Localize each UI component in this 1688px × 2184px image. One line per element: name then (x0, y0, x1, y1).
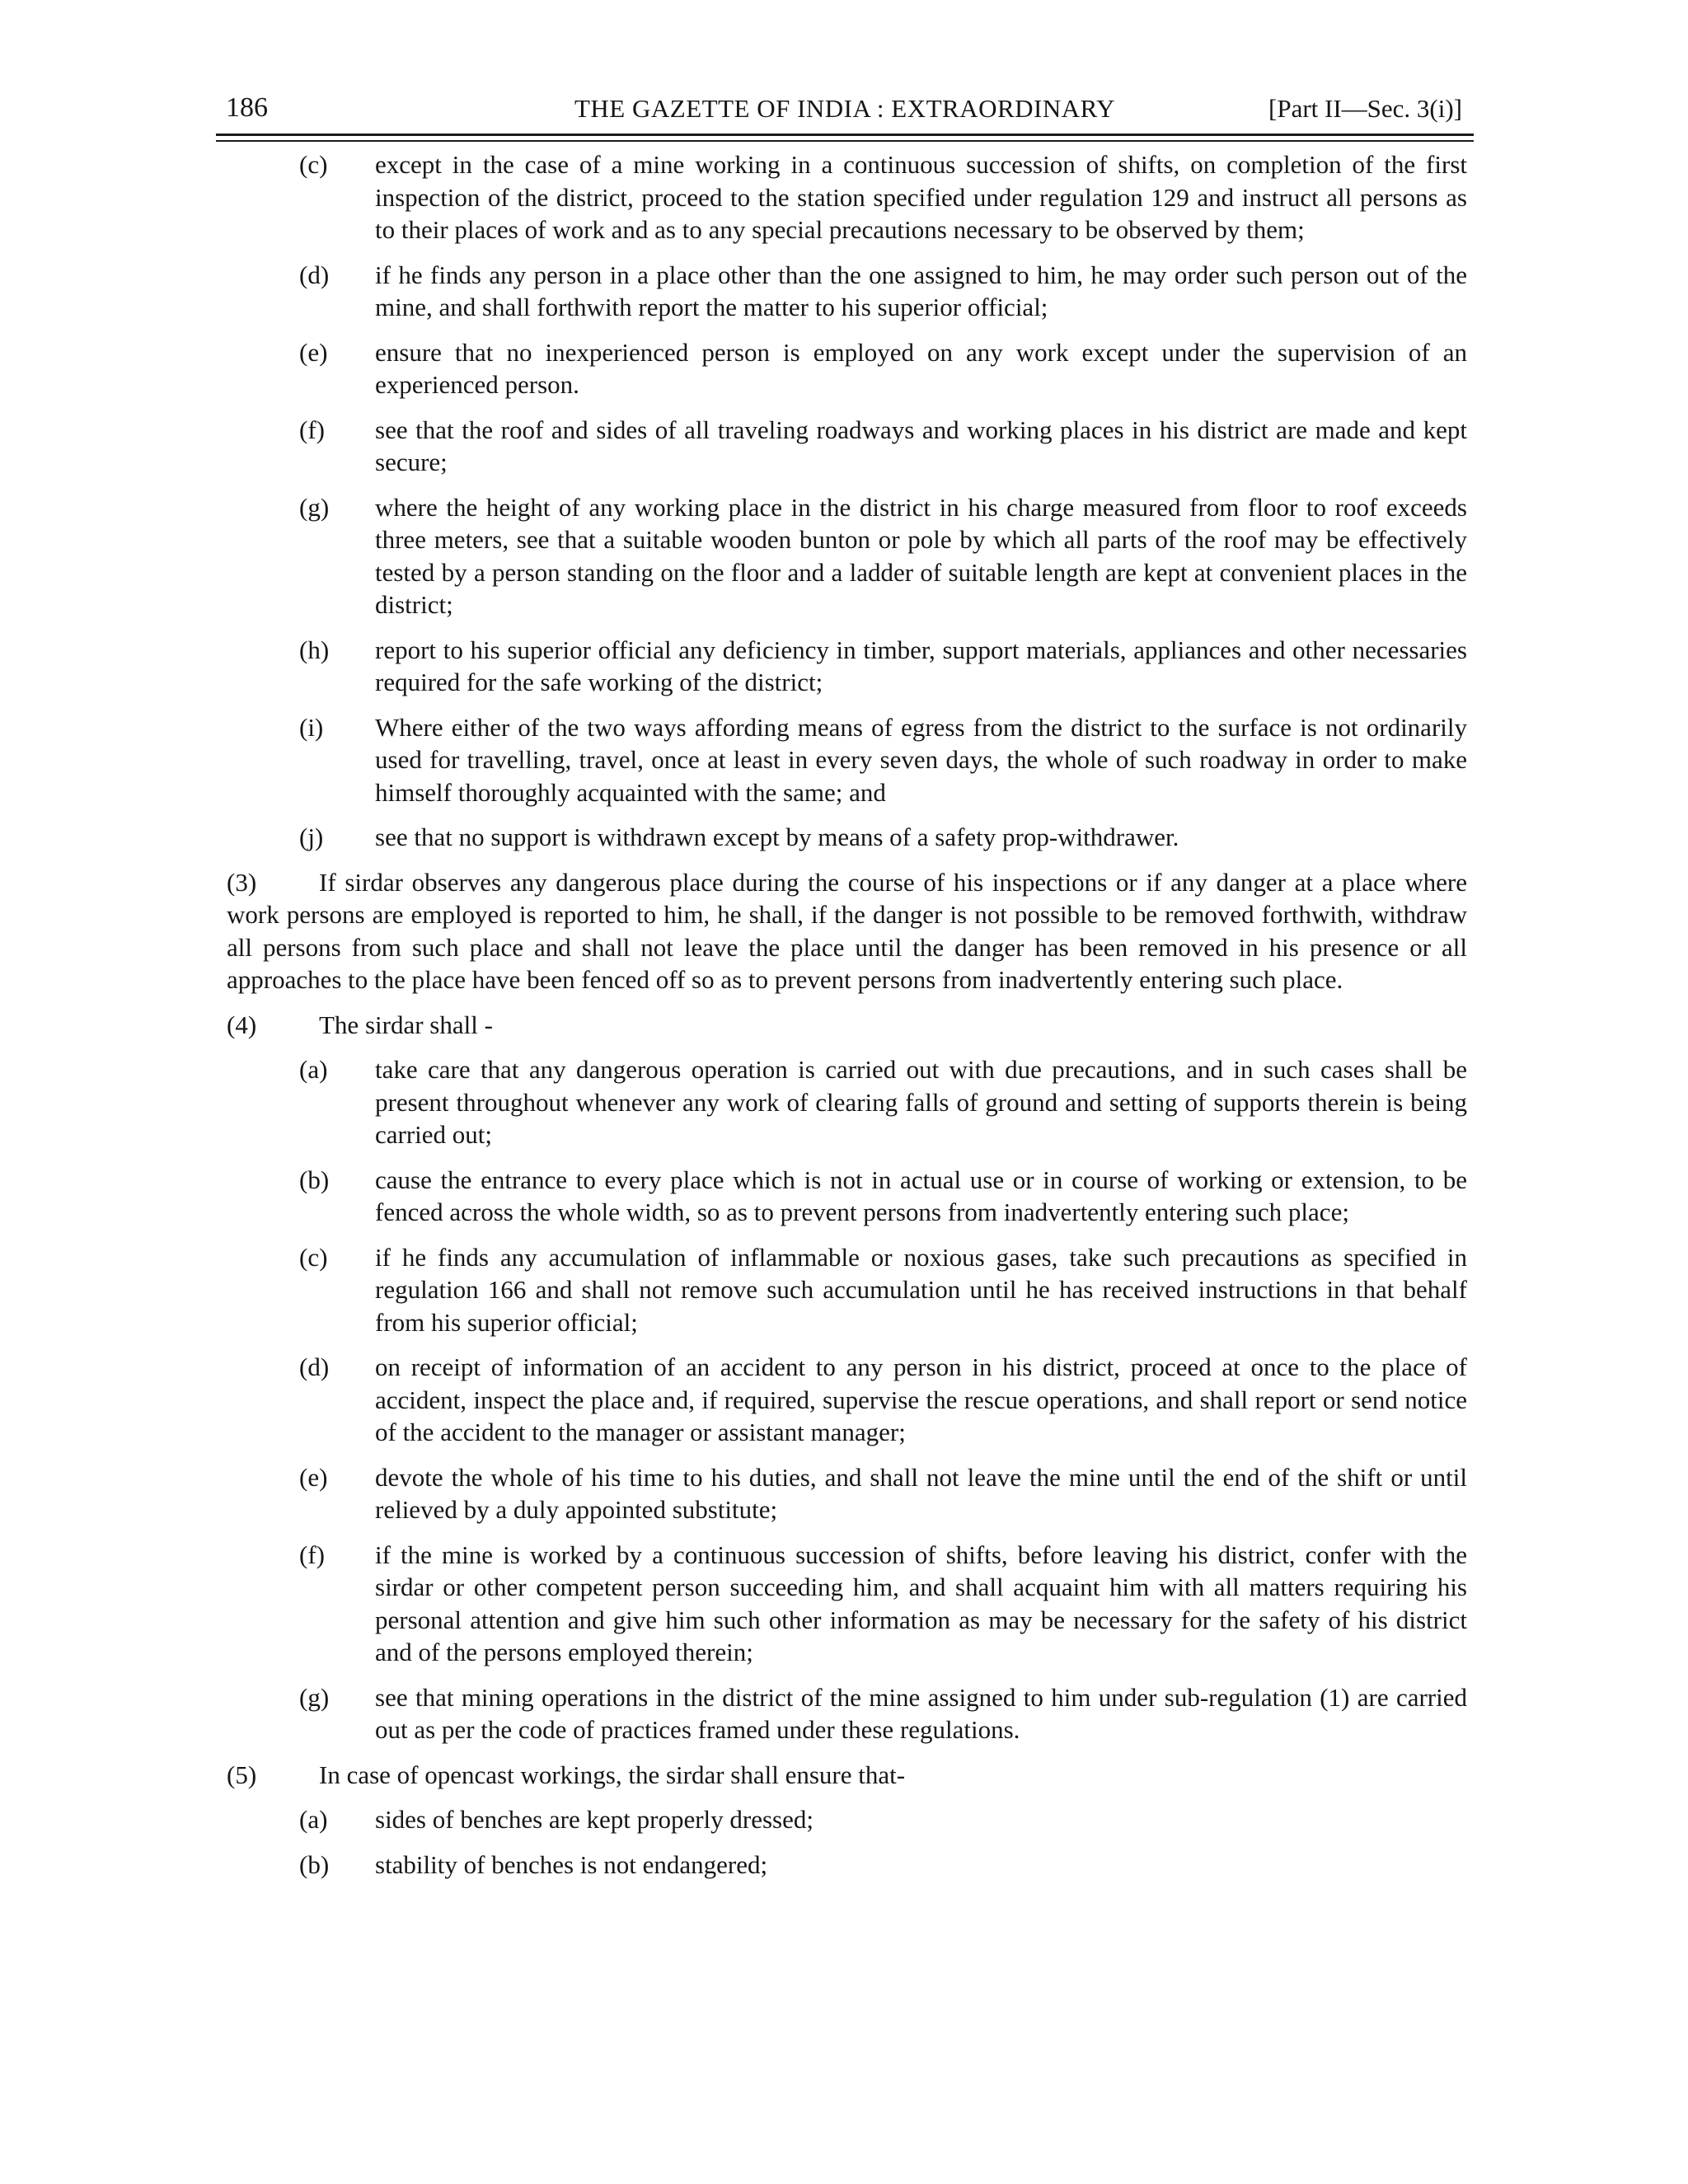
clause-item (227, 148, 1467, 246)
clause-text: take care that any dangerous operation is carried out with due precautions, and in such cases shall be present throughout whenever any work of clearing falls of ground and setting of supports therein is being carried out; (375, 1055, 1467, 1149)
clause-text: if he finds any accumulation of inflammable or noxious gases, take such precautions as specified in regulation 166 and shall not remove such accumulation until he has received instructions in that behalf from his superior official; (375, 1242, 1467, 1337)
clause-label: (h) (299, 635, 330, 664)
clause-text: Where either of the two ways affording means of egress from the district to the surface is not ordinarily used for travelling, travel, once at least in every seven days, the whole of such roadway in order to make himself thoroughly acquainted with the same; and (375, 712, 1467, 807)
clause-label: (f) (299, 415, 325, 444)
clause-item (227, 1539, 1467, 1669)
clause-label: (e) (299, 337, 328, 367)
clause-text: see that no support is withdrawn except by means of a safety prop-withdrawer. (375, 823, 1179, 851)
clause-item (227, 1461, 1467, 1526)
clause-text: ensure that no inexperienced person is employed on any work except under the supervision of an experienced person. (375, 337, 1467, 399)
clause-label: (e) (299, 1462, 328, 1492)
sub-regulation-label: (4) (227, 1010, 257, 1039)
clause-label: (i) (299, 712, 324, 742)
clause-item (227, 1803, 1467, 1836)
clause-label: (d) (299, 1352, 330, 1381)
clause-label: (j) (299, 823, 324, 851)
sub-regulation-label: (5) (227, 1760, 257, 1789)
clause-label: (g) (299, 492, 330, 522)
top-clause-list (227, 148, 1467, 854)
clause-item (227, 491, 1467, 621)
part-section: [Part II—Sec. 3(i)] (1268, 94, 1462, 123)
clause-label: (f) (299, 1540, 325, 1569)
sub-regulation-text: The sirdar shall - (319, 1010, 493, 1039)
clause-item (227, 1053, 1467, 1151)
clause-item (227, 1351, 1467, 1449)
clause-text: if the mine is worked by a continuous succession of shifts, before leaving his district, confer with the sirdar or other competent person succeeding him, and shall acquaint him with all matters requiring his personal attention and give him such other information as may be necessary for the safety of his district and of the persons employed therein; (375, 1540, 1467, 1666)
clause-text: except in the case of a mine working in a continuous succession of shifts, on completion of the first inspection of the district, proceed to the station specified under regulation 129 and instruct all persons as to their places of work and as to any special precautions necessary to be observed by them; (375, 150, 1467, 244)
clause-label: (c) (299, 150, 328, 179)
clause-item (227, 336, 1467, 401)
clause-label: (a) (299, 1805, 328, 1834)
clause-label: (b) (299, 1165, 330, 1194)
header-rule-thick (216, 134, 1474, 136)
header-rule-thin (216, 140, 1474, 142)
clause-item (227, 821, 1467, 854)
clause-item (227, 1849, 1467, 1882)
clause-label: (b) (299, 1849, 330, 1879)
sub-regulation-text: In case of opencast workings, the sirdar shall ensure that- (319, 1760, 906, 1789)
clause-text: report to his superior official any deficiency in timber, support materials, appliances and other necessaries required for the safe working of the district; (375, 635, 1467, 696)
clause-text: sides of benches are kept properly dressed; (375, 1805, 814, 1834)
clause-list-4 (227, 1053, 1467, 1746)
sub-regulation-label: (3) (227, 867, 257, 897)
sub-regulation-text: If sirdar observes any dangerous place during the course of his inspections or if any danger at a place where work persons are employed is reported to him, he shall, if the danger is not possible to be removed forthwith, withdraw all persons from such place and shall not leave the place until the danger has been removed in his presence or all approaches to the place have been fenced off so as to prevent persons from inadvertently entering such place. (227, 867, 1467, 994)
clause-text: on receipt of information of an accident to any person in his district, proceed at once to the place of accident, inspect the place and, if required, supervise the rescue operations, and shall report or send notice of the accident to the manager or assistant manager; (375, 1352, 1467, 1446)
clause-item (227, 1681, 1467, 1746)
clause-item (227, 711, 1467, 809)
page-header (216, 92, 1474, 134)
page-number: 186 (226, 92, 268, 123)
clause-label: (c) (299, 1242, 328, 1272)
clause-text: devote the whole of his time to his duties, and shall not leave the mine until the end of the shift or until relieved by a duly appointed substitute; (375, 1462, 1467, 1524)
clause-item (227, 1241, 1467, 1339)
sub-regulation-3 (227, 866, 1467, 996)
gazette-title: THE GAZETTE OF INDIA : EXTRAORDINARY (574, 94, 1116, 123)
clause-text: where the height of any working place in the district in his charge measured from floor to roof exceeds three meters, see that a suitable wooden bunton or pole by which all parts of the roof may be effectively tested by a person standing on the floor and a ladder of suitable length are kept at convenient places in the district; (375, 492, 1467, 619)
clause-item (227, 259, 1467, 324)
sub-regulation-4 (227, 1009, 1467, 1042)
clause-item (227, 414, 1467, 479)
clause-label: (a) (299, 1055, 328, 1084)
clause-list-5 (227, 1803, 1467, 1881)
clause-text: stability of benches is not endangered; (375, 1849, 768, 1879)
clause-label: (g) (299, 1682, 330, 1712)
clause-text: see that the roof and sides of all traveling roadways and working places in his district are made and kept secure; (375, 415, 1467, 476)
clause-text: see that mining operations in the district of the mine assigned to him under sub-regulation (1) are carried out as per the code of practices framed under these regulations. (375, 1682, 1467, 1744)
clause-label: (d) (299, 260, 330, 289)
clause-text: cause the entrance to every place which is not in actual use or in course of working or extension, to be fenced across the whole width, so as to prevent persons from inadvertently entering such place; (375, 1165, 1467, 1226)
clause-text: if he finds any person in a place other than the one assigned to him, he may order such person out of the mine, and shall forthwith report the matter to his superior official; (375, 260, 1467, 321)
clause-item (227, 634, 1467, 699)
sub-regulation-5 (227, 1759, 1467, 1792)
clause-item (227, 1164, 1467, 1229)
document-body (227, 148, 1467, 1893)
